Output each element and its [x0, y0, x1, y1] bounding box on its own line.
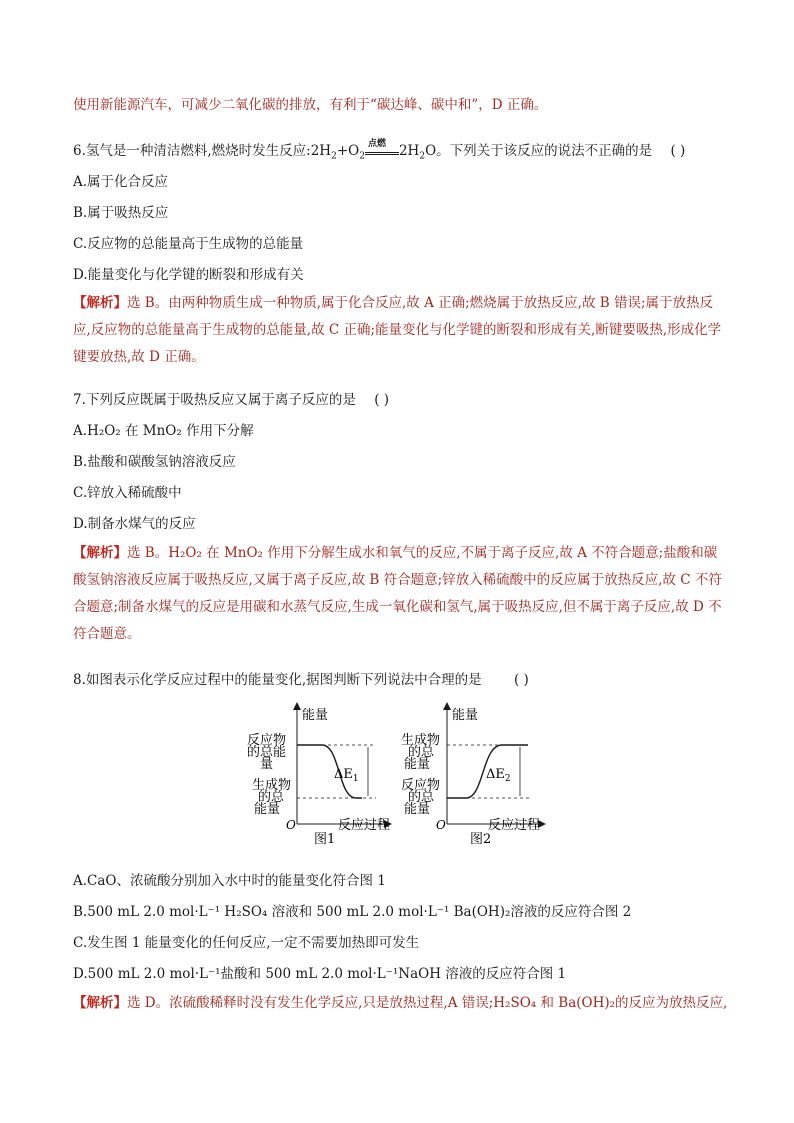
- fig2-bottom-label-1: 反应物: [401, 778, 441, 793]
- q8-analysis: [73, 990, 733, 1017]
- q8-answer-bracket: ( ): [513, 672, 529, 688]
- fig2-ylabel: 能量: [452, 708, 479, 723]
- q7-analysis: [73, 540, 723, 648]
- energy-diagrams: [240, 702, 570, 847]
- fig2-top-label-3: 能量: [404, 757, 431, 772]
- q6-stem: 6.氢气是一种清洁燃料,燃烧时发生反应$:2H_2+O_2$ 点燃 $2H_2O$。下列关于该反应的说法不正确的是 ( ): [73, 141, 685, 161]
- fig1-bottom-label-2: 的总: [258, 790, 285, 805]
- fig2-delta-label: $\Delta E_2$: [486, 767, 511, 784]
- q7-option-c: C.锌放入稀硫酸中: [73, 485, 182, 501]
- fig1-top-label-2: 的总能: [247, 745, 287, 760]
- fig2-top-label-2: 的总: [408, 745, 435, 760]
- fig1-delta-label: $\Delta E_1$: [334, 767, 359, 784]
- q7-option-b: B.盐酸和碳酸氢钠溶液反应: [73, 454, 236, 470]
- fig1-top-label-3: 量: [260, 757, 274, 772]
- q7-option-d: D.制备水煤气的反应: [73, 516, 196, 532]
- q7-option-a: A.H₂O₂ 在 MnO₂ 作用下分解: [73, 423, 254, 439]
- fig2-bottom-label-3: 能量: [404, 802, 431, 817]
- q7-stem: [73, 390, 389, 410]
- fig2-xlabel: 反应过程: [488, 818, 541, 833]
- q6-option-b: B.属于吸热反应: [73, 205, 169, 221]
- fig1-top-label-1: 反应物: [247, 733, 287, 748]
- q8-option-b: B.500 mL 2.0 mol·L⁻¹ H₂SO₄ 溶液和 500 mL 2.0 mol·L⁻¹ Ba(OH)₂溶液的反应符合图 2: [73, 904, 632, 920]
- q8-option-a: A.CaO、浓硫酸分别加入水中时的能量变化符合图 1: [73, 873, 386, 889]
- q8-option-c: C.发生图 1 能量变化的任何反应,一定不需要加热即可发生: [73, 935, 420, 951]
- fig1-ylabel: 能量: [302, 708, 329, 723]
- q7-stem-text: 7.下列反应既属于吸热反应又属于离子反应的是: [73, 392, 356, 408]
- q8-stem: [73, 670, 529, 690]
- q6-stem-suffix: 。下列关于该反应的说法不正确的是: [436, 143, 653, 159]
- q6-analysis: [73, 290, 723, 371]
- q6-option-d: D.能量变化与化学键的断裂和形成有关: [73, 267, 304, 283]
- q8-stem-text: 8.如图表示化学反应过程中的能量变化,据图判断下列说法中合理的是: [73, 672, 482, 688]
- q8-analysis-text: 选 D。浓硫酸稀释时没有发生化学反应,只是放热过程,A 错误;H₂SO₄ 和 Ba(OH)₂的反应为放热反应,: [127, 995, 728, 1011]
- fig1-origin: O: [286, 818, 296, 832]
- q8-analysis-tag: 【解析】: [73, 995, 127, 1011]
- fig1-caption: 图1: [314, 832, 336, 847]
- q6-option-a: A.属于化合反应: [73, 174, 169, 190]
- q6-analysis-tag: 【解析】: [73, 295, 127, 311]
- fig2-top-label-1: 生成物: [401, 733, 441, 748]
- fig1-bottom-label-1: 生成物: [252, 778, 292, 793]
- fig1-bottom-label-3: 能量: [254, 802, 281, 817]
- q6-option-c: C.反应物的总能量高于生成物的总能量: [73, 236, 304, 252]
- fig2-origin: O: [436, 818, 446, 832]
- q6-answer-bracket: ( ): [670, 143, 686, 159]
- q7-analysis-tag: 【解析】: [73, 545, 127, 561]
- reaction-condition-arrow: [365, 139, 399, 157]
- figure-1: [247, 706, 390, 847]
- q7-analysis-text: 选 B。H₂O₂ 在 MnO₂ 作用下分解生成水和氧气的反应,不属于离子反应,故 A 不符合题意;盐酸和碳酸氢钠溶液反应属于吸热反应,又属于离子反应,故 B 符合题意;锌放入稀硫酸中的反应属于放热反应,故 C 不符合题意;制备水煤气的反应是用碳和水蒸气反应,生成一氧化碳和氢气,属于吸热反应,但不属于离子反应,故 D 不符合题意。: [73, 545, 722, 642]
- top-line: 使用新能源汽车，可减少二氧化碳的排放，有利于“碳达峰、碳中和”，D 正确。: [73, 97, 548, 113]
- fig1-xlabel: 反应过程: [338, 818, 391, 833]
- fig2-bottom-label-2: 的总: [408, 790, 435, 805]
- figure-2: [401, 706, 542, 847]
- q6-analysis-text: 选 B。由两种物质生成一种物质,属于化合反应,故 A 正确;燃烧属于放热反应,故 B 错误;属于放热反应,反应物的总能量高于生成物的总能量,故 C 正确;能量变化与化学键的断裂和形成有关,断键要吸热,形成化学键要放热,故 D 正确。: [73, 295, 722, 365]
- fig2-caption: 图2: [470, 832, 492, 847]
- reaction-condition: 点燃: [367, 139, 386, 149]
- q6-stem-prefix: 6.氢气是一种清洁燃料,燃烧时发生反应:2H: [73, 143, 332, 159]
- q7-answer-bracket: ( ): [374, 392, 390, 408]
- q8-option-d: D.500 mL 2.0 mol·L⁻¹盐酸和 500 mL 2.0 mol·L⁻¹NaOH 溶液的反应符合图 1: [73, 966, 567, 982]
